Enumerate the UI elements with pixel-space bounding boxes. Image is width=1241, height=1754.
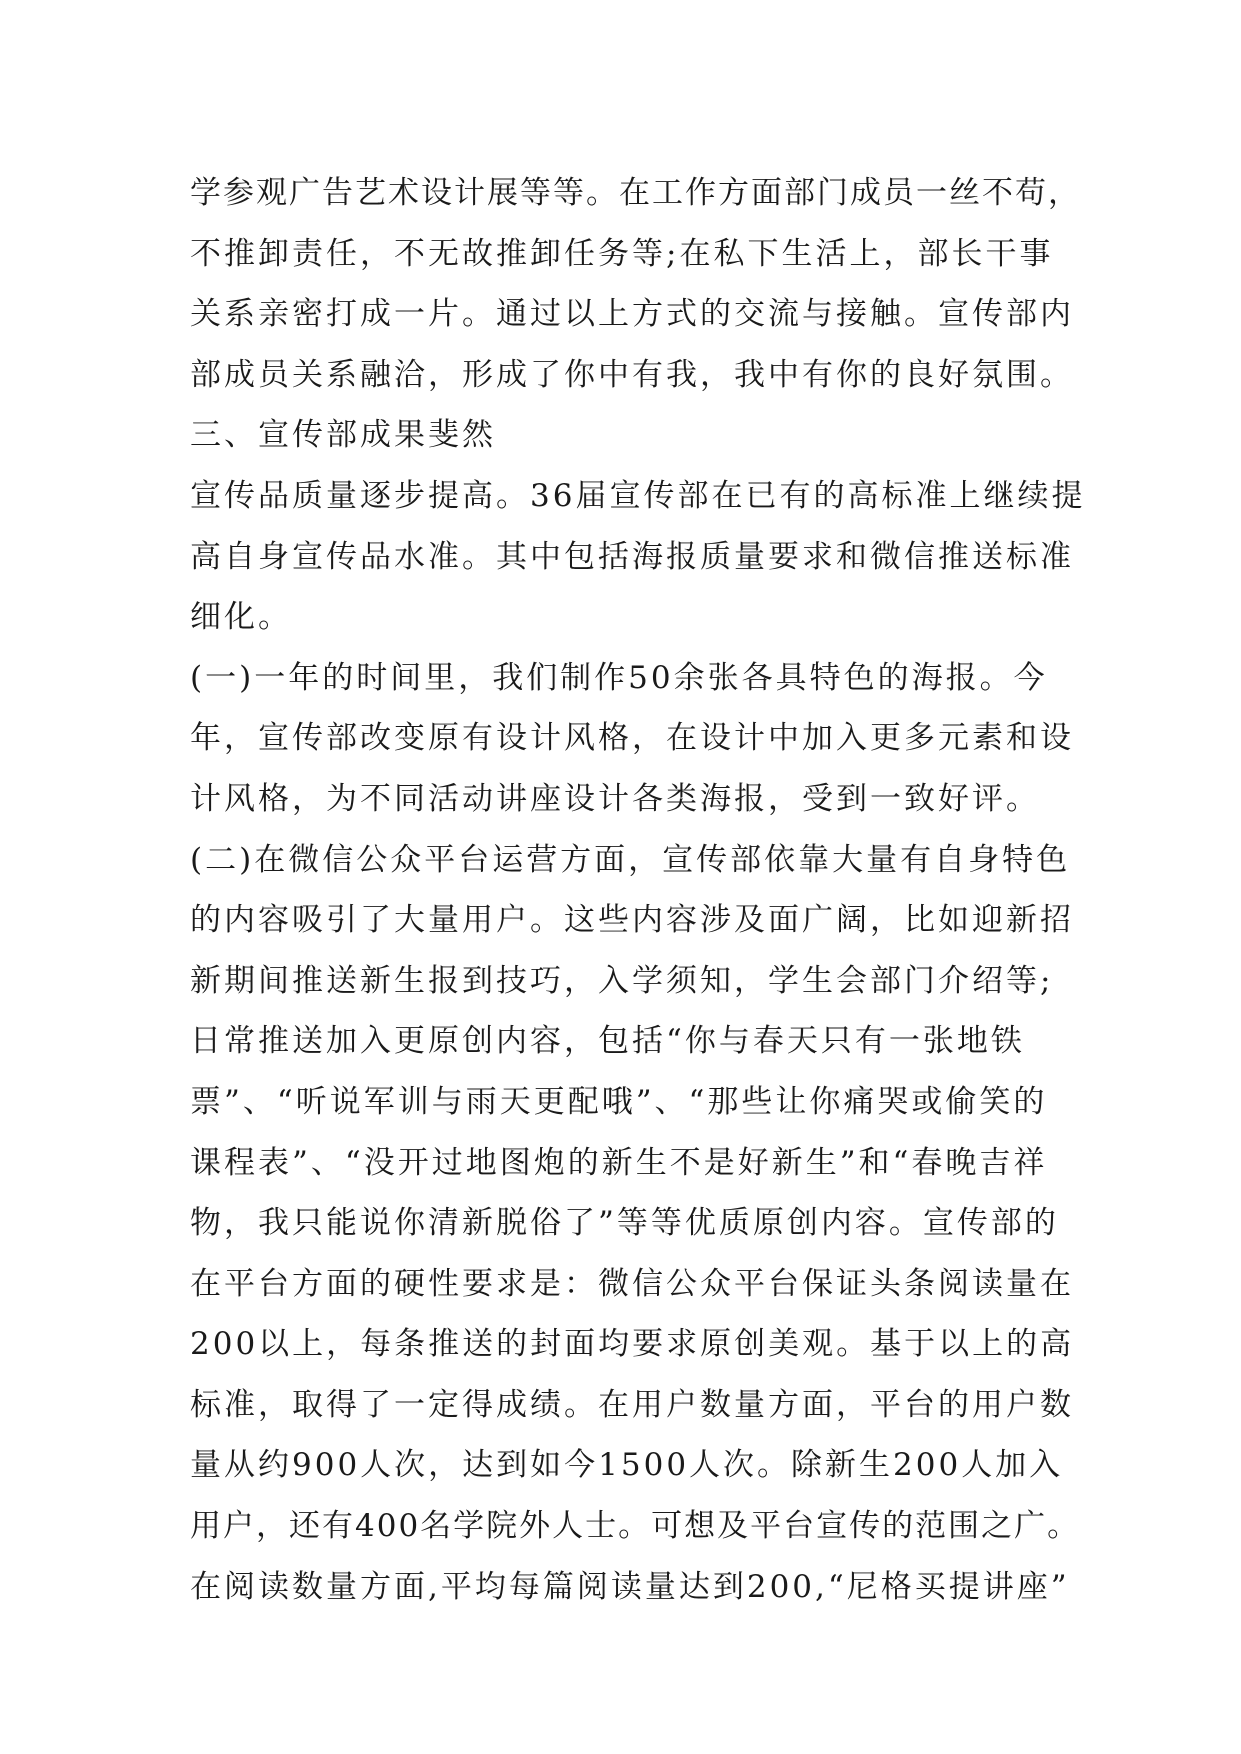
text-line: 量从约900人次，达到如今1500人次。除新生200人加入 [190, 1447, 1064, 1484]
text-line: 部成员关系融洽，形成了你中有我，我中有你的良好氛围。 [190, 356, 1074, 393]
text-line: 标准，取得了一定得成绩。在用户数量方面，平台的用户数 [190, 1386, 1074, 1423]
text-line: (二)在微信公众平台运营方面，宣传部依靠大量有自身特色 [190, 841, 1071, 878]
text-line: 高自身宣传品水准。其中包括海报质量要求和微信推送标准 [190, 538, 1074, 575]
text-line: 宣传品质量逐步提高。36届宣传部在已有的高标准上继续提 [190, 477, 1086, 514]
text-line: 关系亲密打成一片。通过以上方式的交流与接触。宣传部内 [190, 296, 1074, 333]
text-line: 计风格，为不同活动讲座设计各类海报，受到一致好评。 [190, 780, 1040, 817]
text-line: 年，宣传部改变原有设计风格，在设计中加入更多元素和设 [190, 720, 1074, 757]
text-line: 细化。 [190, 599, 292, 636]
text-line: 的内容吸引了大量用户。这些内容涉及面广阔，比如迎新招 [190, 902, 1074, 939]
body-text [190, 163, 1090, 1617]
text-line: 物，我只能说你清新脱俗了”等等优质原创内容。宣传部的 [190, 1205, 1059, 1242]
text-line: 在阅读数量方面,平均每篇阅读量达到200,“尼格买提讲座” [190, 1568, 1070, 1605]
section-heading: 三、宣传部成果斐然 [190, 417, 496, 454]
text-line: 课程表”、“没开过地图炮的新生不是好新生”和“春晚吉祥 [190, 1144, 1048, 1181]
text-line: 用户，还有400名学院外人士。可想及平台宣传的范围之广。 [190, 1508, 1081, 1545]
text-line: (一)一年的时间里，我们制作50余张各具特色的海报。今 [190, 659, 1048, 696]
text-line: 票”、“听说军训与雨天更配哦”、“那些让你痛哭或偷笑的 [190, 1083, 1048, 1120]
text-line: 不推卸责任，不无故推卸任务等;在私下生活上，部长干事 [190, 235, 1054, 272]
text-line: 在平台方面的硬性要求是：微信公众平台保证头条阅读量在 [190, 1265, 1074, 1302]
text-line: 学参观广告艺术设计展等等。在工作方面部门成员一丝不苟， [190, 175, 1081, 211]
text-line: 新期间推送新生报到技巧，入学须知，学生会部门介绍等; [190, 962, 1054, 999]
text-line: 日常推送加入更原创内容，包括“你与春天只有一张地铁 [190, 1023, 1025, 1060]
text-line: 200以上，每条推送的封面均要求原创美观。基于以上的高 [190, 1326, 1075, 1363]
